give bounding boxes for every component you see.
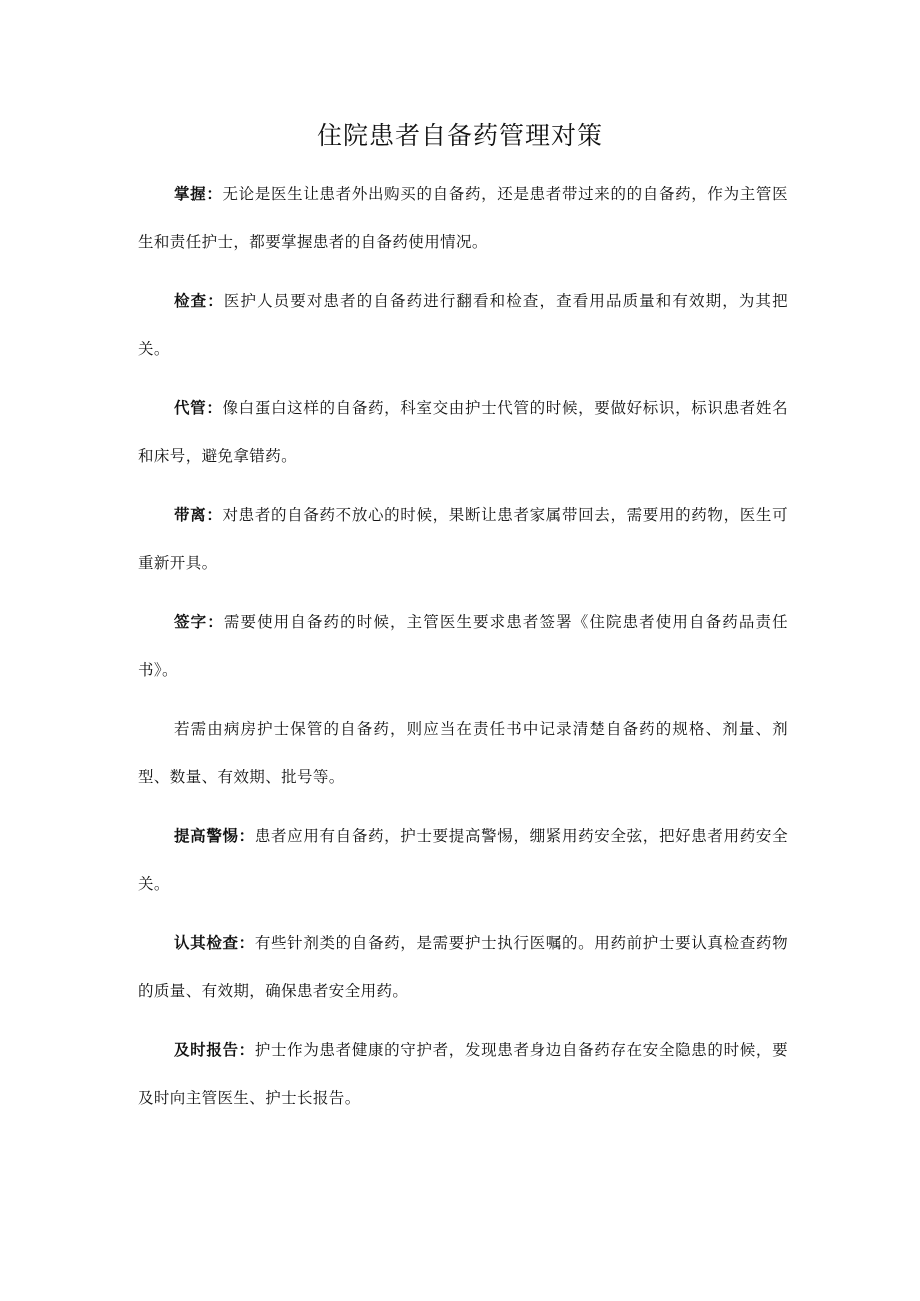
paragraph-lead: 及时报告： bbox=[174, 1040, 255, 1059]
paragraph-text: 像白蛋白这样的自备药，科室交由护士代管的时候，要做好标识，标识患者姓名和床号，避免拿错药。 bbox=[138, 399, 788, 465]
paragraph-careful-check bbox=[138, 919, 788, 1015]
paragraph-take-away bbox=[138, 491, 788, 587]
paragraph-lead: 提高警惕： bbox=[174, 826, 255, 845]
paragraph-text: 护士作为患者健康的守护者，发现患者身边自备药存在安全隐患的时候，要及时向主管医生、护士长报告。 bbox=[138, 1041, 788, 1107]
paragraph-inspection bbox=[138, 277, 788, 373]
paragraph-text: 无论是医生让患者外出购买的自备药，还是患者带过来的的自备药，作为主管医生和责任护士，都要掌握患者的自备药使用情况。 bbox=[138, 185, 788, 251]
paragraph-timely-report bbox=[138, 1026, 788, 1122]
paragraph-text: 医护人员要对患者的自备药进行翻看和检查，查看用品质量和有效期，为其把关。 bbox=[138, 292, 788, 358]
paragraph-signature bbox=[138, 598, 788, 694]
paragraph-lead: 掌握： bbox=[174, 184, 223, 203]
paragraph-lead: 带离： bbox=[174, 505, 223, 524]
paragraph-text: 患者应用有自备药，护士要提高警惕，绷紧用药安全弦，把好患者用药安全关。 bbox=[138, 827, 788, 893]
paragraph-text: 对患者的自备药不放心的时候，果断让患者家属带回去，需要用的药物，医生可重新开具。 bbox=[138, 506, 788, 572]
paragraph-vigilance bbox=[138, 812, 788, 908]
document-body bbox=[138, 170, 788, 1133]
paragraph-nurse-storage bbox=[138, 705, 788, 801]
paragraph-lead: 认其检查： bbox=[174, 933, 255, 952]
paragraph-text: 需要使用自备药的时候，主管医生要求患者签署《住院患者使用自备药品责任书》。 bbox=[138, 613, 788, 679]
paragraph-lead: 检查： bbox=[174, 291, 224, 310]
page-title: 住院患者自备药管理对策 bbox=[316, 121, 603, 150]
paragraph-lead: 代管： bbox=[174, 398, 223, 417]
paragraph-custody bbox=[138, 384, 788, 480]
paragraph-lead: 签字： bbox=[174, 612, 224, 631]
paragraph-mastery bbox=[138, 170, 788, 266]
paragraph-text: 有些针剂类的自备药，是需要护士执行医嘱的。用药前护士要认真检查药物的质量、有效期，确保患者安全用药。 bbox=[138, 934, 788, 1000]
paragraph-text: 若需由病房护士保管的自备药，则应当在责任书中记录清楚自备药的规格、剂量、剂型、数量、有效期、批号等。 bbox=[138, 720, 788, 786]
